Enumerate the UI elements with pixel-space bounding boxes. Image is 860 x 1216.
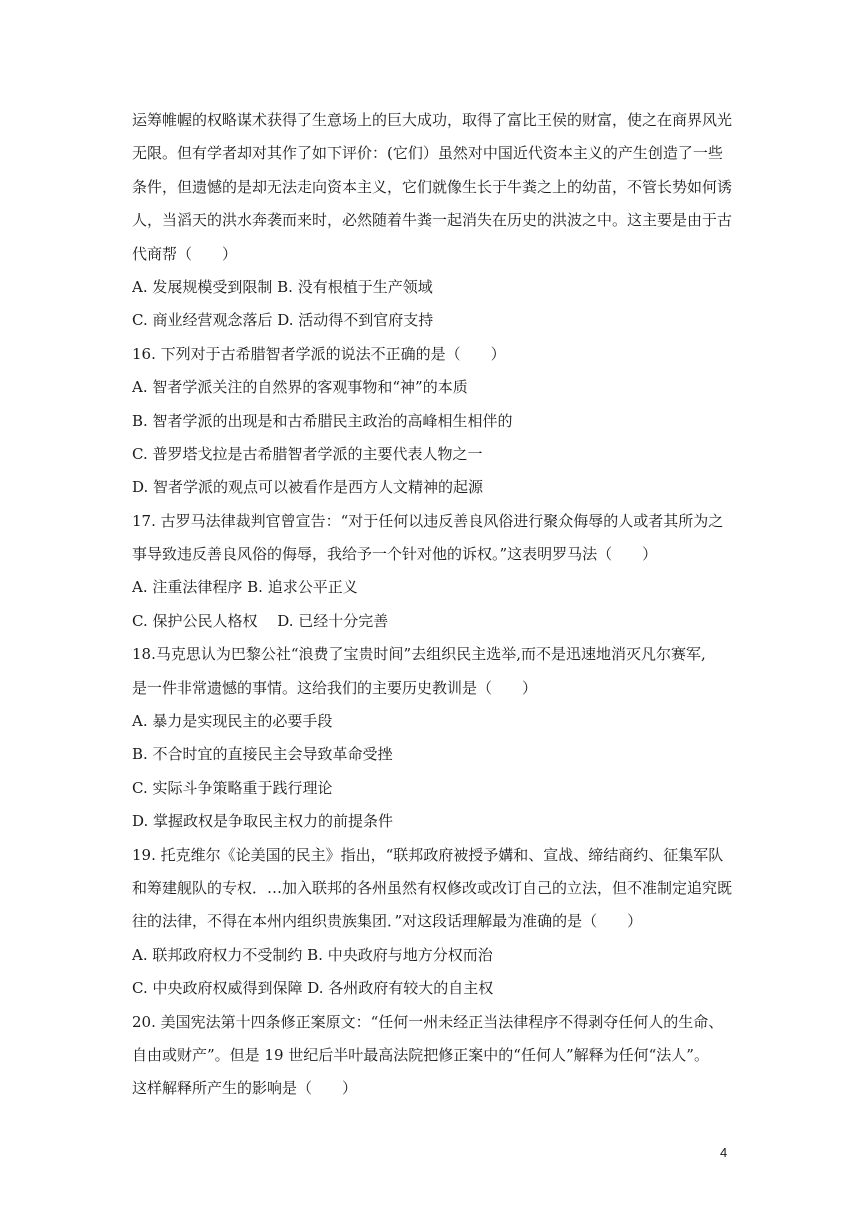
text-line: B. 不合时宜的直接民主会导致革命受挫 (132, 745, 393, 764)
text-line: 条件，但遗憾的是却无法走向资本主义，它们就像生长于牛粪之上的幼苗，不管长势如何诱 (132, 177, 733, 196)
text-line: A. 注重法律程序 B. 追求公平正义 (132, 578, 358, 597)
text-line: 无限。但有学者却对其作了如下评价：(它们）虽然对中国近代资本主义的产生创造了一些 (132, 144, 723, 163)
text-line: A. 智者学派关注的自然界的客观事物和“神”的本质 (132, 378, 468, 397)
text-line: C. 保护公民人格权 D. 已经十分完善 (132, 611, 389, 630)
text-line: 运筹帷幄的权略谋术获得了生意场上的巨大成功，取得了富比王侯的财富，使之在商界风光 (132, 111, 733, 129)
text-line: 代商帮（ ） (132, 244, 238, 263)
text-line: C. 中央政府权威得到保障 D. 各州政府有较大的自主权 (132, 979, 494, 998)
text-line: 20. 美国宪法第十四条修正案原文：“任何一州未经正当法律程序不得剥夺任何人的生命、 (132, 1012, 724, 1031)
text-line: C. 普罗塔戈拉是古希腊智者学派的主要代表人物之一 (132, 444, 483, 463)
text-line: 19. 托克维尔《论美国的民主》指出，“联邦政府被授予媾和、宣战、缔结商约、征集军队 (132, 845, 724, 864)
text-line: 这样解释所产生的影响是（ ） (132, 1079, 358, 1098)
text-line: 17. 古罗马法律裁判官曾宣告：“对于任何以违反善良风俗进行聚众侮辱的人或者其所为之 (132, 511, 724, 530)
text-line: 和筹建舰队的专权．…加入联邦的各州虽然有权修改或改订自己的立法，但不准制定追究既 (132, 878, 733, 897)
exam-text-body (132, 104, 732, 1106)
page-number: 4 (720, 1145, 728, 1160)
text-line: 16. 下列对于古希腊智者学派的说法不正确的是（ ） (132, 344, 506, 363)
text-line: 18.马克思认为巴黎公社“浪费了宝贵时间”去组织民主选举,而不是迅速地消灭凡尔赛军, (132, 645, 706, 664)
text-line: 是一件非常遗憾的事情。这给我们的主要历史教训是（ ） (132, 678, 538, 697)
text-line: A. 联邦政府权力不受制约 B. 中央政府与地方分权而治 (132, 945, 493, 964)
text-line: B. 智者学派的出现是和古希腊民主政治的高峰相生相伴的 (132, 411, 513, 430)
text-line: C. 实际斗争策略重于践行理论 (132, 778, 333, 797)
text-line: 事导致违反善良风俗的侮辱，我给予一个针对他的诉权。”这表明罗马法（ ） (132, 545, 658, 564)
text-line: 往的法律，不得在本州内组织贵族集团．”对这段话理解最为准确的是（ ） (132, 912, 643, 931)
text-line: A. 发展规模受到限制 B. 没有根植于生产领域 (132, 277, 433, 296)
text-line: C. 商业经营观念落后 D. 活动得不到官府支持 (132, 311, 434, 330)
text-line: A. 暴力是实现民主的必要手段 (132, 712, 333, 731)
text-line: 人，当滔天的洪水奔袭而来时，必然随着牛粪一起消失在历史的洪波之中。这主要是由于古 (132, 211, 733, 230)
text-line: D. 智者学派的观点可以被看作是西方人文精神的起源 (132, 478, 484, 497)
text-line: 自由或财产”。但是 19 世纪后半叶最高法院把修正案中的“任何人”解释为任何“法人”。 (132, 1045, 709, 1064)
text-line: D. 掌握政权是争取民主权力的前提条件 (132, 812, 394, 831)
